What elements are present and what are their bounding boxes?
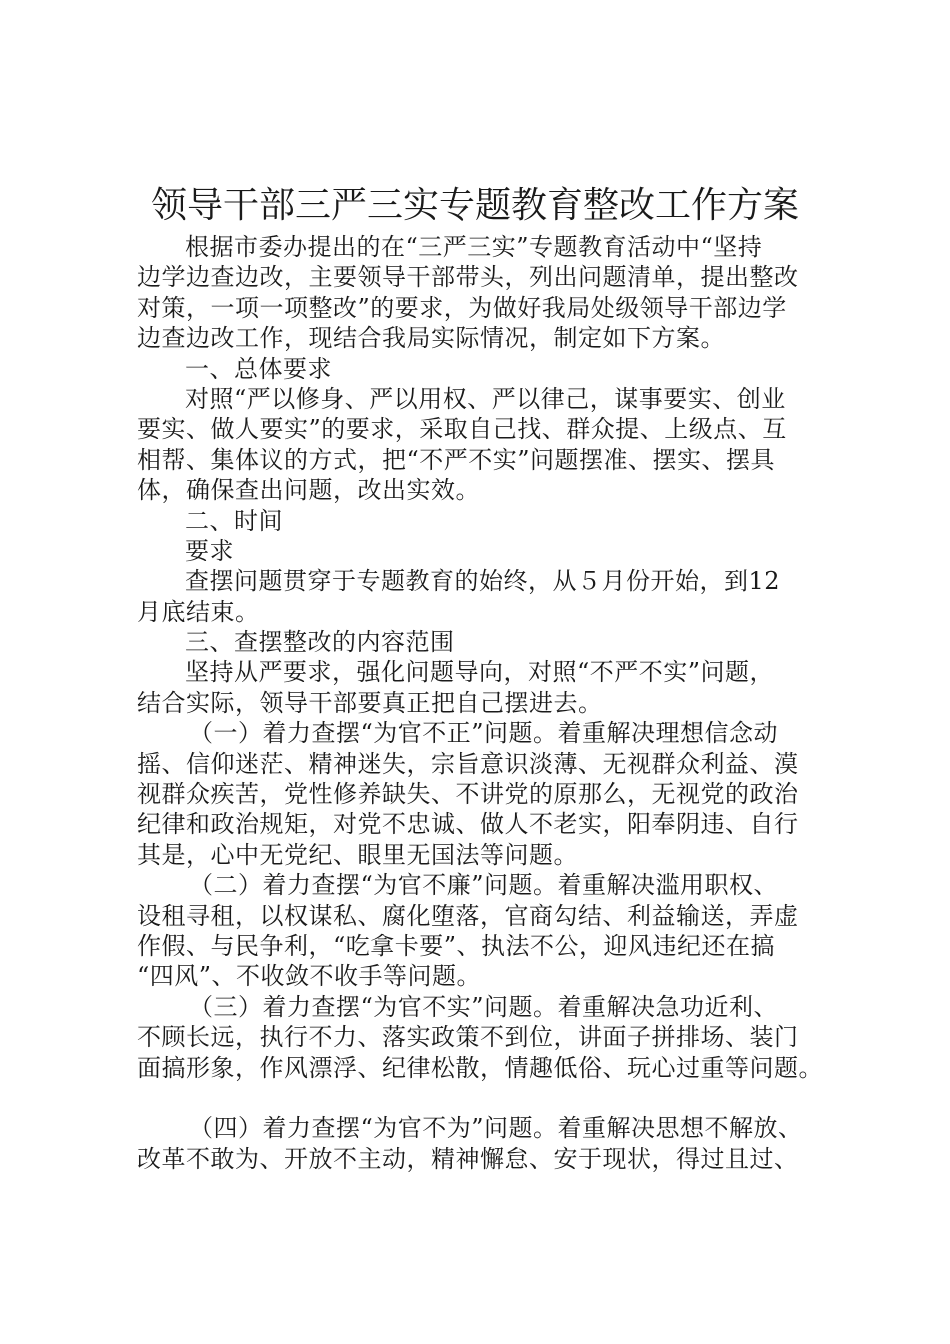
paragraph-line: 查摆问题贯穿于专题教育的始终，从５月份开始，到12 xyxy=(185,567,781,596)
paragraph-line: （二）着力查摆“为官不廉”问题。着重解决滥用职权、 xyxy=(189,871,779,900)
paragraph-line: 作假、与民争利，“吃拿卡要”、执法不公，迎风违纪还在搞 xyxy=(137,931,776,960)
paragraph-line: 边学边查边改，主要领导干部带头，列出问题清单，提出整改 xyxy=(137,263,799,292)
paragraph-line: 边查边改工作，现结合我局实际情况，制定如下方案。 xyxy=(137,324,725,353)
paragraph-line: 改革不敢为、开放不主动，精神懈怠、安于现状，得过且过、 xyxy=(137,1144,799,1173)
paragraph-line: 要实、做人要实”的要求，采取自己找、群众提、上级点、互 xyxy=(137,415,787,444)
paragraph-line: 相帮、集体议的方式，把“不严不实”问题摆准、摆实、摆具 xyxy=(137,445,776,474)
paragraph-line: 纪律和政治规矩，对党不忠诚、做人不老实，阳奉阴违、自行 xyxy=(137,810,799,839)
paragraph-line: （四）着力查摆“为官不为”问题。着重解决思想不解放、 xyxy=(189,1114,803,1143)
paragraph-line: 设租寻租，以权谋私、腐化堕落，官商勾结、利益输送，弄虚 xyxy=(137,901,799,930)
paragraph-line: 月底结束。 xyxy=(137,597,260,626)
paragraph-line: （三）着力查摆“为官不实”问题。着重解决急功近利、 xyxy=(189,992,779,1021)
section-heading: 一、总体要求 xyxy=(185,354,332,383)
section-heading: 二、时间 xyxy=(185,506,283,535)
document-body xyxy=(137,232,827,1174)
document-title: 领导干部三严三实专题教育整改工作方案 xyxy=(150,185,799,226)
paragraph-line: 结合实际，领导干部要真正把自己摆进去。 xyxy=(137,688,603,717)
paragraph-line: 体，确保查出问题，改出实效。 xyxy=(137,476,480,505)
paragraph-gap xyxy=(137,1083,827,1113)
paragraph-line: 面搞形象，作风漂浮、纪律松散，情趣低俗、玩心过重等问题。 xyxy=(137,1053,823,1082)
paragraph-line: “四风”、不收敛不收手等问题。 xyxy=(137,962,482,991)
paragraph-line: 对照“严以修身、严以用权、严以律己，谋事要实、创业 xyxy=(185,384,786,413)
paragraph-line: 对策，一项一项整改”的要求，为做好我局处级领导干部边学 xyxy=(137,293,787,322)
paragraph-line: 其是，心中无党纪、眼里无国法等问题。 xyxy=(137,840,578,869)
paragraph-line: 摇、信仰迷茫、精神迷失，宗旨意识淡薄、无视群众利益、漠 xyxy=(137,749,799,778)
paragraph-line: 根据市委办提出的在“三严三实”专题教育活动中“坚持 xyxy=(185,233,763,261)
paragraph-line: 视群众疾苦，党性修养缺失、不讲党的原那么，无视党的政治 xyxy=(137,780,799,809)
section-subheading: 要求 xyxy=(185,536,234,565)
section-heading: 三、查摆整改的内容范围 xyxy=(185,628,455,657)
paragraph-line: （一）着力查摆“为官不正”问题。着重解决理想信念动 xyxy=(189,719,779,748)
paragraph-line: 坚持从严要求，强化问题导向，对照“不严不实”问题， xyxy=(185,658,775,687)
paragraph-line: 不顾长远，执行不力、落实政策不到位，讲面子拼排场、装门 xyxy=(137,1023,799,1052)
